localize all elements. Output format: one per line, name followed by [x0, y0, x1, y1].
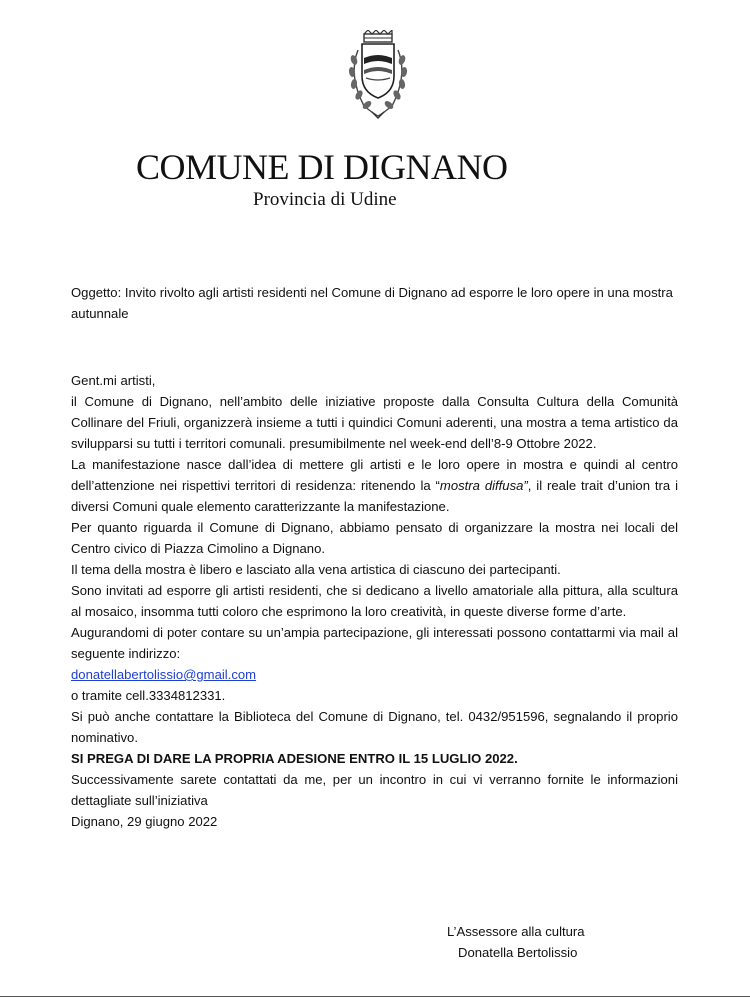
phone-line: o tramite cell.3334812331.: [71, 688, 226, 703]
paragraph: [71, 454, 678, 517]
paragraph: Per quanto riguarda il Comune di Dignano, abbiamo pensato di organizzare la mostra nei locali del Centro civico di Piazza Cimolino a Dignano.: [71, 520, 678, 556]
paragraph: Sono invitati ad esporre gli artisti residenti, che si dedicano a livello amatoriale alla pittura, alla scultura al mosaico, insomma tutti coloro che esprimono la loro creatività, in queste diverse forme d’arte.: [71, 583, 678, 619]
email-link[interactable]: donatellabertolissio@gmail.com: [71, 667, 257, 682]
paragraph-text: , il reale trait d’union tra i diversi Comuni quale elemento caratterizzante la manifestazione.: [71, 478, 678, 514]
paragraph-text: La manifestazione nasce dall’idea di mettere gli artisti e le loro opere in mostra e quindi al centro dell’attenzione nei rispettivi territori di residenza: ritenendo la “: [71, 457, 678, 493]
paragraph: Augurandomi di poter contare su un’ampia partecipazione, gli interessati possono contattarmi via mail al seguente indirizzo:: [71, 625, 678, 661]
coat-of-arms-icon: [340, 30, 416, 120]
page-title: COMUNE DI DIGNANO: [136, 147, 508, 187]
page-subtitle: Provincia di Udine: [253, 189, 397, 210]
paragraph: il Comune di Dignano, nell’ambito delle iniziative proposte dalla Consulta Cultura della Comunità Collinare del Friuli, organizzerà insieme a tutti i quindici Comuni aderenti, una mostra a tema artistico da svilupparsi su tutti i territori comunali. presumibilmente nel week-end dell’8-9 Ottobre 2022.: [71, 394, 678, 451]
italic-phrase: mostra diffusa”: [439, 478, 528, 493]
signature-name: Donatella Bertolissio: [458, 945, 578, 960]
paragraph: Si può anche contattare la Biblioteca del Comune di Dignano, tel. 0432/951596, segnalando il proprio nominativo.: [71, 709, 678, 745]
page-bottom-divider: [0, 996, 750, 997]
letter-date: Dignano, 29 giugno 2022: [71, 814, 218, 829]
deadline-notice: SI PREGA DI DARE LA PROPRIA ADESIONE ENTRO IL 15 LUGLIO 2022.: [71, 751, 518, 766]
salutation: Gent.mi artisti,: [71, 373, 156, 388]
subject-line: Oggetto: Invito rivolto agli artisti residenti nel Comune di Dignano ad esporre le loro opere in una mostra autunnale: [71, 285, 673, 321]
letter-body: [71, 370, 678, 832]
paragraph: Il tema della mostra è libero e lasciato alla vena artistica di ciascuno dei partecipanti.: [71, 562, 561, 577]
paragraph: Successivamente sarete contattati da me, per un incontro in cui vi verranno fornite le informazioni dettagliate sull’iniziativa: [71, 772, 678, 808]
signature-role: L’Assessore alla cultura: [447, 924, 585, 939]
signature-block: [447, 921, 585, 963]
